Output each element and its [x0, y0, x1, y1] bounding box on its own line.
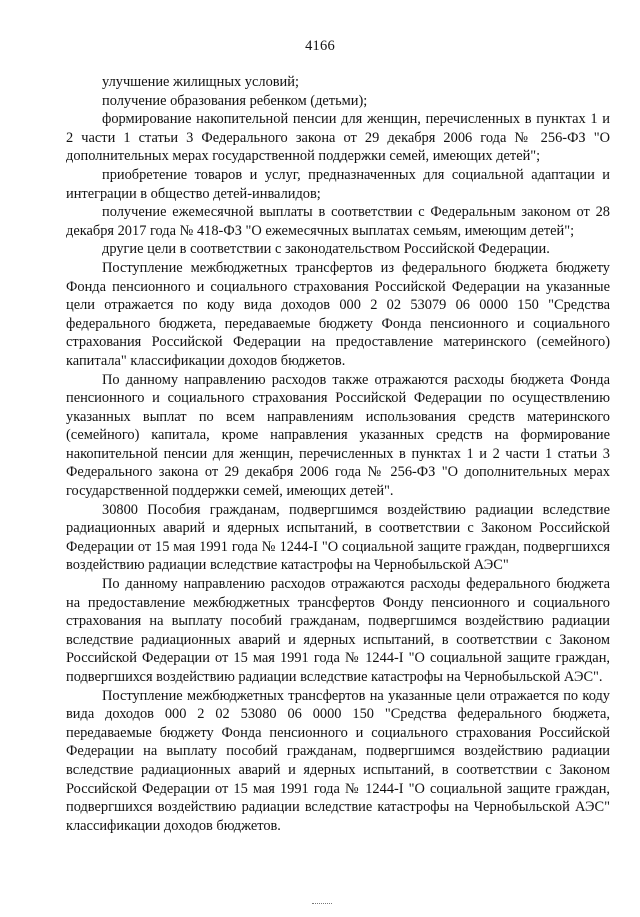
paragraph: Поступление межбюджетных трансфертов из федерального бюджета бюджету Фонда пенсионного и социального страхования Российской Федерации на указанные цели отражается по коду вида доходов 000 2 02 53079 06 0000 150 "Средства федерального бюджета, передаваемые бюджету Фонда пенсионного и социального страхования Российской Федерации на предоставление материнского (семейного) капитала" классификации доходов бюджетов. — [66, 259, 610, 369]
paragraph: Поступление межбюджетных трансфертов на указанные цели отражается по коду вида доходов 000 2 02 53080 06 0000 150 "Средства федерального бюджета, передаваемые бюджету Фонда пенсионного и социального страхования Российской Федерации на выплату пособий гражданам, подвергшимся воздействию радиации вследствие радиационных аварий и ядерных испытаний, в соответствии с Законом Российской Федерации от 15 мая 1991 года № 1244-I "О социальной защите граждан, подвергшихся воздействию радиации вследствие катастрофы на Чернобыльской АЭС" классификации доходов бюджетов. — [66, 687, 610, 834]
page-number: 4166 — [305, 38, 335, 54]
paragraph: По данному направлению расходов отражаются расходы федерального бюджета на предоставление межбюджетных трансфертов Фонду пенсионного и социального страхования на выплату пособий гражданам, подвергшимся воздействию радиации вследствие радиационных аварий и ядерных испытаний, в соответствии с Законом Российской Федерации от 15 мая 1991 года № 1244-I "О социальной защите граждан, подвергшихся воздействию радиации вследствие катастрофы на Чернобыльской АЭС". — [66, 576, 610, 685]
document-body — [66, 73, 610, 835]
paragraph: 30800 Пособия гражданам, подвергшимся воздействию радиации вследствие радиационных аварий и ядерных испытаний, в соответствии с Законом Российской Федерации от 15 мая 1991 года № 1244-I "О социальной защите граждан, подвергшихся воздействию радиации вследствие катастрофы на Чернобыльской АЭС" — [66, 501, 610, 574]
paragraph: получение образования ребенком (детьми); — [102, 92, 368, 109]
paragraph: формирование накопительной пенсии для женщин, перечисленных в пунктах 1 и 2 части 1 статьи 3 Федерального закона от 29 декабря 2006 года № 256-ФЗ "О дополнительных мерах государственной поддержки семей, имеющих детей"; — [66, 111, 610, 165]
paragraph: получение ежемесячной выплаты в соответствии с Федеральным законом от 28 декабря 2017 года № 418-ФЗ "О ежемесячных выплатах семьям, имеющим детей"; — [66, 204, 610, 239]
paragraph: приобретение товаров и услуг, предназначенных для социальной адаптации и интеграции в общество детей-инвалидов; — [66, 166, 610, 202]
paragraph: По данному направлению расходов также отражаются расходы бюджета Фонда пенсионного и социального страхования Российской Федерации по осуществлению указанных выплат по всем направлениям использования средств материнского (семейного) капитала, кроме направления указанных средств на формирование накопительной пенсии для женщин, перечисленных в пунктах 1 и 2 части 1 статьи 3 Федерального закона от 29 декабря 2006 года № 256-ФЗ "О дополнительных мерах государственной поддержки семей, имеющих детей". — [66, 371, 610, 500]
paragraph: другие цели в соответствии с законодательством Российской Федерации. — [102, 241, 550, 258]
paragraph: улучшение жилищных условий; — [102, 74, 299, 90]
scan-mark — [312, 903, 332, 904]
